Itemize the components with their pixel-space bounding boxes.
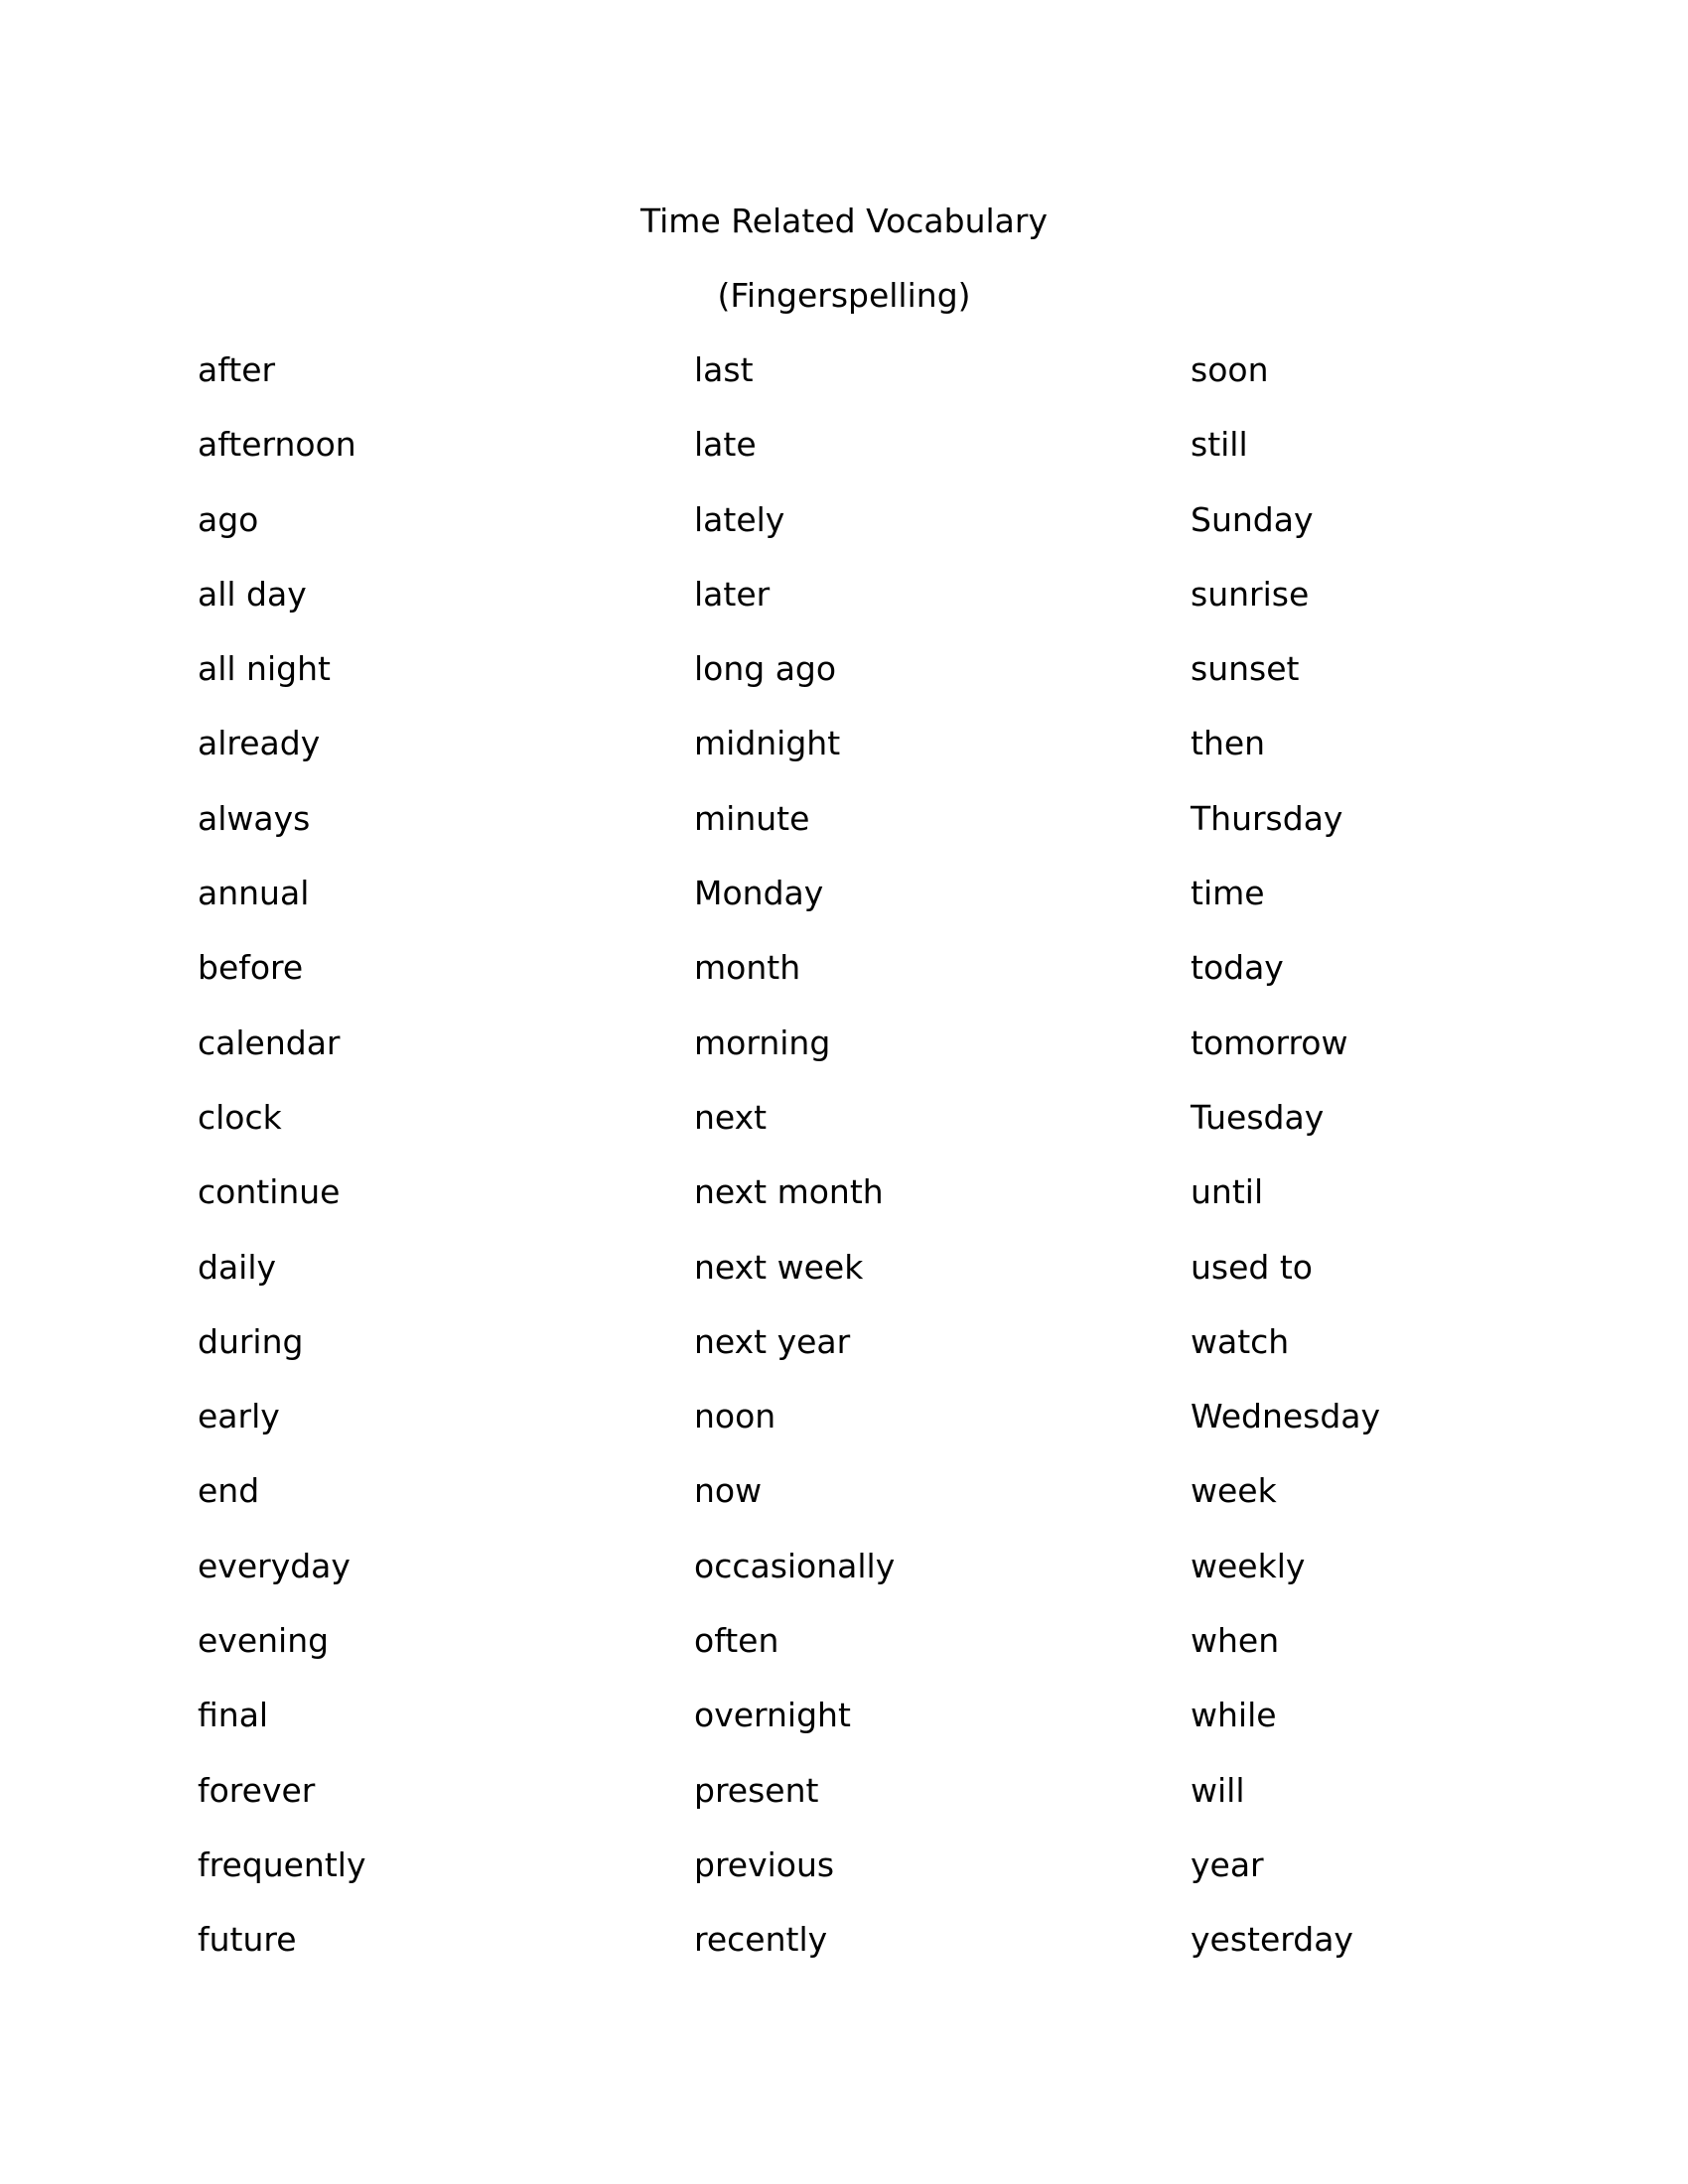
vocabulary-word: always xyxy=(198,798,311,838)
vocabulary-column-3 xyxy=(1191,348,1380,1993)
vocabulary-word: next year xyxy=(694,1321,851,1361)
vocabulary-word: present xyxy=(694,1770,819,1810)
vocabulary-word: year xyxy=(1191,1844,1264,1884)
vocabulary-word: early xyxy=(198,1397,280,1436)
vocabulary-word: all night xyxy=(198,649,331,689)
vocabulary-word: minute xyxy=(694,798,810,838)
vocabulary-word: last xyxy=(694,350,754,389)
vocabulary-word: used to xyxy=(1191,1247,1313,1287)
vocabulary-word: before xyxy=(198,948,304,988)
vocabulary-word: already xyxy=(198,724,321,763)
vocabulary-word: still xyxy=(1191,425,1248,465)
vocabulary-word: continue xyxy=(198,1172,341,1212)
vocabulary-word: after xyxy=(198,350,276,389)
vocabulary-word: yesterday xyxy=(1191,1920,1353,1960)
vocabulary-word: occasionally xyxy=(694,1546,896,1585)
vocabulary-word: Tuesday xyxy=(1191,1097,1325,1137)
vocabulary-word: noon xyxy=(694,1397,776,1436)
vocabulary-word: frequently xyxy=(198,1844,366,1884)
vocabulary-word: all day xyxy=(198,574,307,614)
vocabulary-word: ago xyxy=(198,499,259,539)
vocabulary-word: next month xyxy=(694,1172,884,1212)
vocabulary-word: evening xyxy=(198,1621,330,1661)
vocabulary-column-2 xyxy=(694,348,895,1993)
vocabulary-word: often xyxy=(694,1621,779,1661)
vocabulary-word: sunrise xyxy=(1191,574,1310,614)
vocabulary-word: today xyxy=(1191,948,1284,988)
vocabulary-word: previous xyxy=(694,1844,835,1884)
vocabulary-word: forever xyxy=(198,1770,316,1810)
vocabulary-word: during xyxy=(198,1321,304,1361)
vocabulary-word: clock xyxy=(198,1097,282,1137)
vocabulary-word: midnight xyxy=(694,724,841,763)
vocabulary-word: until xyxy=(1191,1172,1264,1212)
vocabulary-word: while xyxy=(1191,1696,1277,1735)
vocabulary-word: afternoon xyxy=(198,425,356,465)
vocabulary-word: morning xyxy=(694,1023,831,1062)
vocabulary-column-1 xyxy=(198,348,365,1993)
vocabulary-word: future xyxy=(198,1920,297,1960)
vocabulary-word: watch xyxy=(1191,1321,1290,1361)
vocabulary-word: weekly xyxy=(1191,1546,1306,1585)
page-subtitle: (Fingerspelling) xyxy=(717,276,971,315)
vocabulary-word: recently xyxy=(694,1920,828,1960)
vocabulary-word: then xyxy=(1191,724,1266,763)
vocabulary-word: final xyxy=(198,1696,269,1735)
vocabulary-word: overnight xyxy=(694,1696,851,1735)
vocabulary-word: Wednesday xyxy=(1191,1397,1381,1436)
vocabulary-word: annual xyxy=(198,874,310,913)
vocabulary-word: daily xyxy=(198,1247,277,1287)
vocabulary-word: when xyxy=(1191,1621,1280,1661)
vocabulary-word: tomorrow xyxy=(1191,1023,1348,1062)
vocabulary-word: Thursday xyxy=(1191,798,1343,838)
vocabulary-word: everyday xyxy=(198,1546,351,1585)
vocabulary-word: time xyxy=(1191,874,1265,913)
vocabulary-word: next week xyxy=(694,1247,864,1287)
vocabulary-word: month xyxy=(694,948,801,988)
vocabulary-word: lately xyxy=(694,499,785,539)
vocabulary-word: week xyxy=(1191,1471,1277,1511)
vocabulary-word: will xyxy=(1191,1770,1245,1810)
vocabulary-word: later xyxy=(694,574,771,614)
vocabulary-word: now xyxy=(694,1471,763,1511)
vocabulary-word: Monday xyxy=(694,874,824,913)
vocabulary-word: sunset xyxy=(1191,649,1300,689)
vocabulary-word: Sunday xyxy=(1191,499,1314,539)
vocabulary-word: late xyxy=(694,425,757,465)
vocabulary-word: next xyxy=(694,1097,768,1137)
vocabulary-word: end xyxy=(198,1471,260,1511)
vocabulary-word: calendar xyxy=(198,1023,341,1062)
page-title: Time Related Vocabulary xyxy=(640,202,1048,240)
vocabulary-word: long ago xyxy=(694,649,837,689)
vocabulary-word: soon xyxy=(1191,350,1269,389)
